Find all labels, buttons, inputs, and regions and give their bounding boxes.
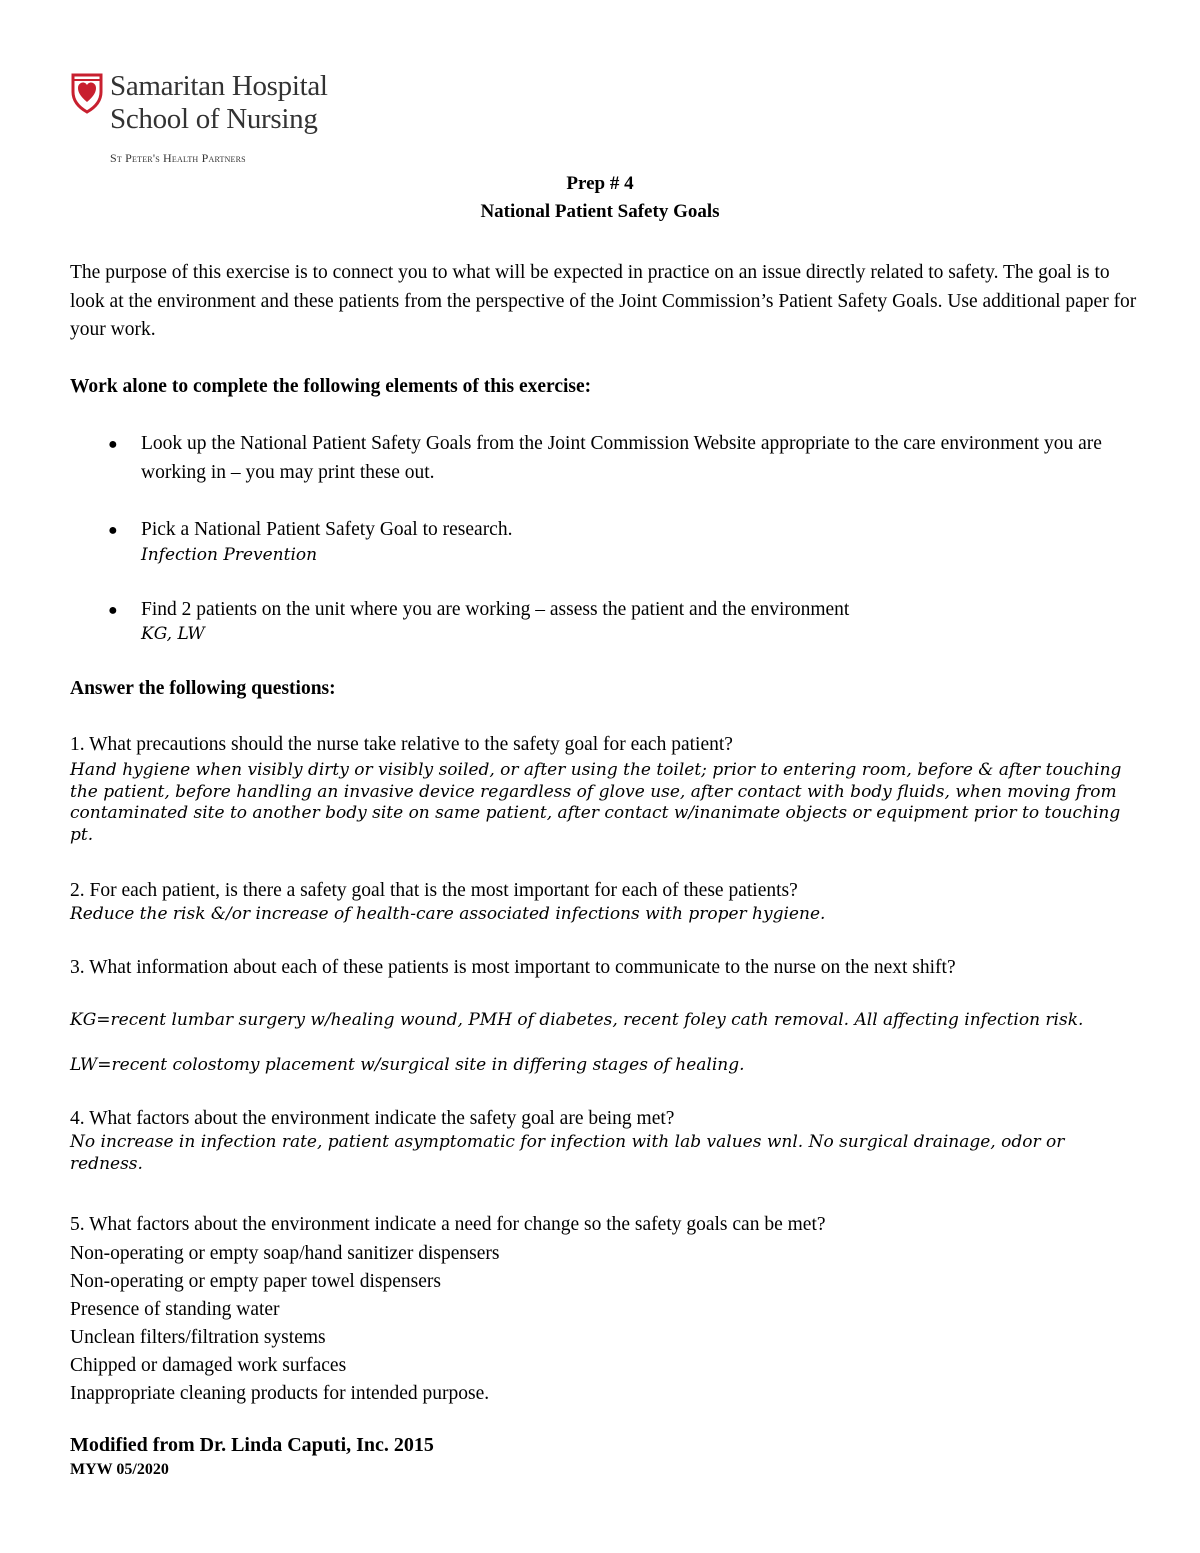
bullet-text-1: Look up the National Patient Safety Goals from the Joint Commission Website appropriate to the care environment you are working in – you may print these out. bbox=[141, 433, 1102, 483]
shield-heart-icon bbox=[70, 72, 104, 114]
bullet-icon: ● bbox=[108, 522, 118, 539]
question-2: 2. For each patient, is there a safety goal that is the most important for each of these patients? bbox=[70, 880, 798, 901]
bullet-text-2: Pick a National Patient Safety Goal to research. bbox=[141, 519, 513, 540]
document-title-goals: National Patient Safety Goals bbox=[480, 201, 720, 222]
list-item: Inappropriate cleaning products for intended purpose. bbox=[70, 1383, 490, 1404]
work-heading: Work alone to complete the following elements of this exercise: bbox=[70, 376, 592, 397]
answer-1: Hand hygiene when visibly dirty or visibly soiled, or after using the toilet; prior to entering room, before & after touching the patient, before handling an invasive device regardless of glove use, after contact with body fluids, when moving from contaminated site to another body site on same patient, after contact w/inanimate objects or equipment prior to touching pt. bbox=[70, 760, 1122, 845]
bullet-answer-2: Infection Prevention bbox=[141, 545, 318, 565]
bullet-icon: ● bbox=[108, 436, 118, 453]
answer-heading: Answer the following questions: bbox=[70, 678, 336, 699]
list-item: Non-operating or empty soap/hand sanitizer dispensers bbox=[70, 1243, 500, 1264]
answer-3-lw: LW=recent colostomy placement w/surgical site in differing stages of healing. bbox=[70, 1055, 745, 1075]
footer-credit: Modified from Dr. Linda Caputi, Inc. 2015 bbox=[70, 1434, 434, 1456]
answer-4: No increase in infection rate, patient asymptomatic for infection with lab values wnl. No surgical drainage, odor or redness. bbox=[70, 1132, 1065, 1174]
question-4: 4. What factors about the environment indicate the safety goal are being met? bbox=[70, 1108, 675, 1129]
list-item: Presence of standing water bbox=[70, 1299, 280, 1320]
footer-code: MYW 05/2020 bbox=[70, 1461, 169, 1478]
bullet-answer-3: KG, LW bbox=[141, 624, 205, 644]
logo-line-hospital: Samaritan Hospital bbox=[110, 70, 328, 102]
question-1: 1. What precautions should the nurse take relative to the safety goal for each patient? bbox=[70, 734, 733, 755]
answer-3-kg: KG=recent lumbar surgery w/healing wound, PMH of diabetes, recent foley cath removal. All affecting infection risk. bbox=[70, 1010, 1084, 1030]
question-5: 5. What factors about the environment indicate a need for change so the safety goals can be met? bbox=[70, 1214, 826, 1235]
school-logo bbox=[70, 68, 330, 168]
document-title-prep: Prep # 4 bbox=[566, 173, 634, 194]
bullet-text-3: Find 2 patients on the unit where you are working – assess the patient and the environment bbox=[141, 599, 850, 620]
logo-line-school: School of Nursing bbox=[110, 103, 318, 135]
list-item: Non-operating or empty paper towel dispensers bbox=[70, 1271, 441, 1292]
logo-line-partners: St Peter's Health Partners bbox=[110, 151, 246, 165]
answer-2: Reduce the risk &/or increase of health-care associated infections with proper hygiene. bbox=[70, 904, 826, 924]
question-3: 3. What information about each of these patients is most important to communicate to the nurse on the next shift? bbox=[70, 957, 956, 978]
intro-paragraph: The purpose of this exercise is to connect you to what will be expected in practice on an issue directly related to safety. The goal is to look at the environment and these patients from the perspective of the Joint Commission’s Patient Safety Goals. Use additional paper for your work. bbox=[70, 262, 1137, 340]
list-item: Unclean filters/filtration systems bbox=[70, 1327, 326, 1348]
list-item: Chipped or damaged work surfaces bbox=[70, 1355, 347, 1376]
bullet-icon: ● bbox=[108, 602, 118, 619]
